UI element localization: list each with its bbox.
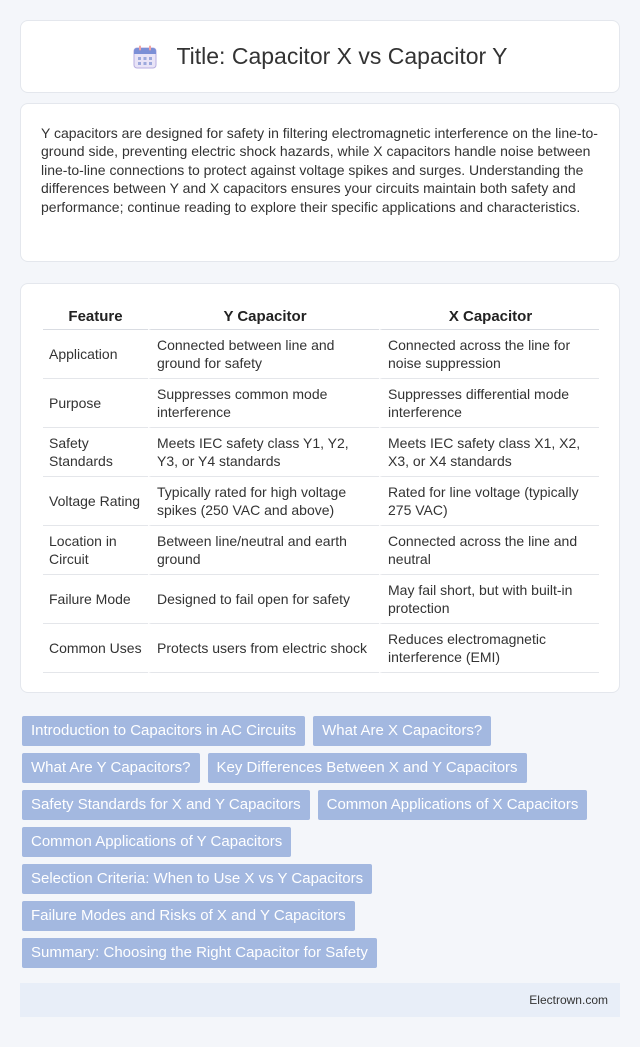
- table-cell: Between line/neutral and earth ground: [148, 526, 379, 575]
- table-cell: Typically rated for high voltage spikes (250 VAC and above): [148, 477, 379, 526]
- table-row: [43, 330, 599, 379]
- title-card: [20, 20, 620, 93]
- table-cell: Safety Standards: [43, 428, 148, 477]
- tag-link[interactable]: Common Applications of X Capacitors: [318, 790, 588, 820]
- table-cell: Connected between line and ground for safety: [148, 330, 379, 379]
- table-cell: May fail short, but with built-in protection: [379, 575, 599, 624]
- table-row: [43, 575, 599, 624]
- table-cell: Meets IEC safety class Y1, Y2, Y3, or Y4 standards: [148, 428, 379, 477]
- column-header: Feature: [43, 304, 148, 330]
- table-row: [43, 379, 599, 428]
- table-cell: Designed to fail open for safety: [148, 575, 379, 624]
- column-header: Y Capacitor: [148, 304, 379, 330]
- table-cell: Location in Circuit: [43, 526, 148, 575]
- table-cell: Rated for line voltage (typically 275 VAC): [379, 477, 599, 526]
- table-row: [43, 477, 599, 526]
- tag-link[interactable]: Introduction to Capacitors in AC Circuits: [22, 716, 305, 746]
- table-cell: Common Uses: [43, 624, 148, 673]
- table-cell: Suppresses common mode interference: [148, 379, 379, 428]
- tag-link[interactable]: Key Differences Between X and Y Capacitors: [208, 753, 527, 783]
- table-cell: Meets IEC safety class X1, X2, X3, or X4 standards: [379, 428, 599, 477]
- page-title: Title: Capacitor X vs Capacitor Y: [176, 43, 508, 69]
- table-row: [43, 428, 599, 477]
- table-cell: Voltage Rating: [43, 477, 148, 526]
- footer: [20, 983, 620, 1017]
- intro-text: Y capacitors are designed for safety in filtering electromagnetic interference on the line-to-ground side, preventing electric shock hazards, while X capacitors handle noise between line-to-line connections to protect against voltage spikes and surges. Understanding the differences between Y and X capacitors ensures your circuits maintain both safety and performance; continue reading to explore their specific applications and characteristics.: [41, 125, 598, 215]
- table-cell: Connected across the line and neutral: [379, 526, 599, 575]
- table-cell: Connected across the line for noise suppression: [379, 330, 599, 379]
- table-cell: Reduces electromagnetic interference (EMI): [379, 624, 599, 673]
- column-header: X Capacitor: [379, 304, 599, 330]
- tag-link[interactable]: Common Applications of Y Capacitors: [22, 827, 291, 857]
- comparison-table: [43, 304, 599, 673]
- table-row: [43, 526, 599, 575]
- calendar-icon: [132, 44, 158, 70]
- tag-link[interactable]: Failure Modes and Risks of X and Y Capacitors: [22, 901, 355, 931]
- table-row: [43, 624, 599, 673]
- comparison-table-card: [20, 283, 620, 693]
- tag-link[interactable]: What Are Y Capacitors?: [22, 753, 200, 783]
- table-header-row: [43, 304, 599, 330]
- table-cell: Failure Mode: [43, 575, 148, 624]
- intro-card: [20, 103, 620, 262]
- table-cell: Protects users from electric shock: [148, 624, 379, 673]
- tag-link[interactable]: Selection Criteria: When to Use X vs Y Capacitors: [22, 864, 372, 894]
- footer-brand: Electrown.com: [529, 993, 608, 1007]
- table-cell: Application: [43, 330, 148, 379]
- tag-link[interactable]: Summary: Choosing the Right Capacitor for Safety: [22, 938, 377, 968]
- tag-link[interactable]: What Are X Capacitors?: [313, 716, 491, 746]
- table-cell: Purpose: [43, 379, 148, 428]
- tag-link[interactable]: Safety Standards for X and Y Capacitors: [22, 790, 310, 820]
- table-cell: Suppresses differential mode interference: [379, 379, 599, 428]
- topic-tags: [22, 716, 622, 975]
